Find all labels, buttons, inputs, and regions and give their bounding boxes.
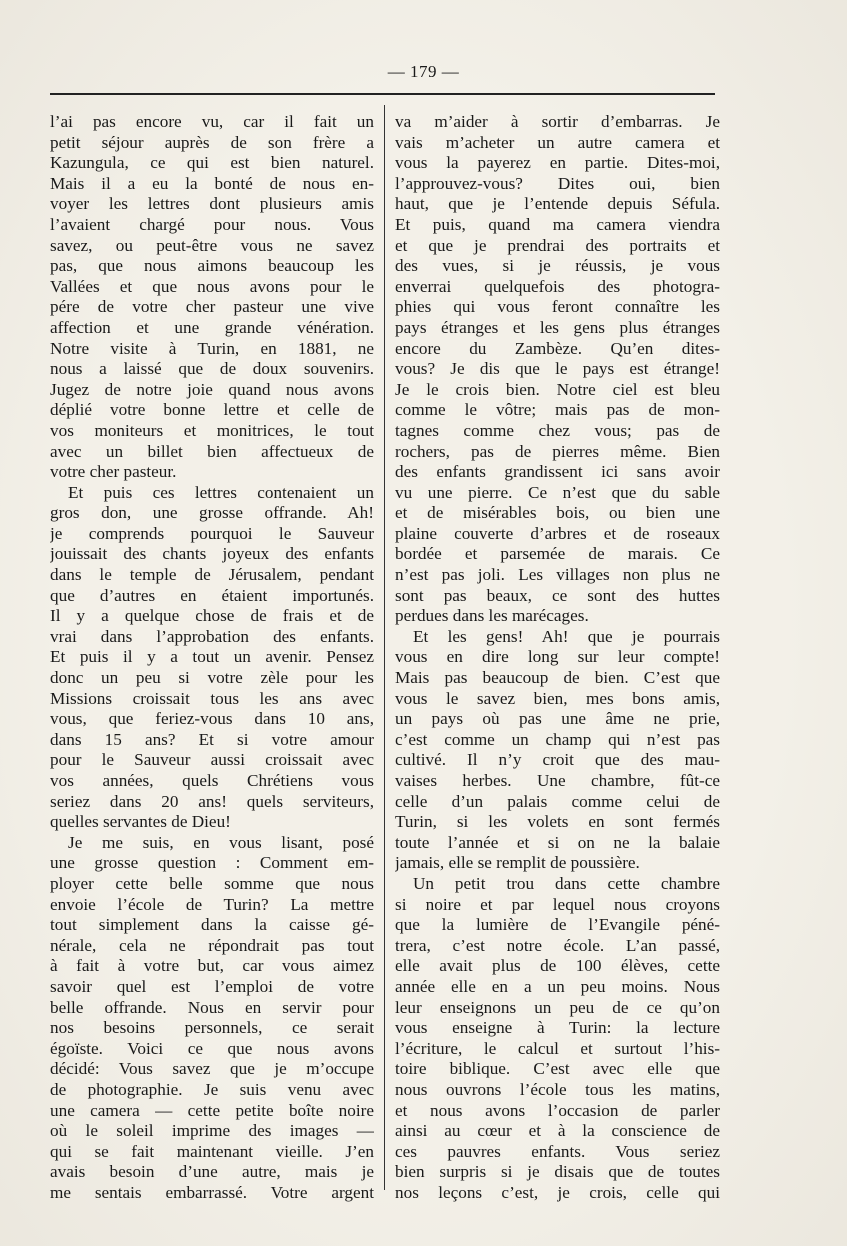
- text-line: affection et une grande vénération.: [50, 317, 374, 337]
- text-line: Vallées et que nous avons pour le: [50, 276, 374, 296]
- text-line: cultivé. Il n’y croit que des mau-: [395, 750, 720, 770]
- text-line: si noire et par lequel nous croyons: [395, 894, 720, 914]
- text-line: petit séjour auprès de son frère a: [50, 132, 374, 152]
- text-line: Notre visite à Turin, en 1881, ne: [50, 338, 374, 358]
- right-column: [395, 112, 720, 1203]
- text-line: va m’aider à sortir d’embarras. Je: [395, 112, 720, 131]
- text-line: nérale, cela ne répondrait pas tout: [50, 935, 374, 955]
- header-rule: [50, 93, 715, 95]
- text-line: l’écriture, le calcul et surtout l’his-: [395, 1038, 720, 1058]
- text-line: bordée et parsemée de marais. Ce: [395, 544, 720, 564]
- text-line: vu une pierre. Ce n’est que du sable: [395, 482, 720, 502]
- text-line: déplié votre bonne lettre et celle de: [50, 400, 374, 420]
- text-line: celle d’un palais comme celui de: [395, 791, 720, 811]
- text-line: une camera — cette petite boîte noire: [50, 1100, 374, 1120]
- text-line: Missions croissait tous les ans avec: [50, 688, 374, 708]
- text-line: l’avaient chargé pour nous. Vous: [50, 214, 374, 234]
- text-line: et nous avons l’occasion de parler: [395, 1100, 720, 1120]
- text-line: dans le temple de Jérusalem, pendant: [50, 565, 374, 585]
- text-line: et de misérables bois, ou bien une: [395, 503, 720, 523]
- text-line: que d’autres en étaient importunés.: [50, 585, 374, 605]
- text-line: toute l’année et si on ne la balaie: [395, 832, 720, 852]
- text-line: avec un billet bien affectueux de: [50, 441, 374, 461]
- text-line: dans 15 ans? Et si votre amour: [50, 729, 374, 749]
- text-line: ainsi au cœur et à la conscience de: [395, 1121, 720, 1141]
- text-line: nous ouvrons l’école tous les matins,: [395, 1079, 720, 1099]
- text-line: vais m’acheter un autre camera et: [395, 132, 720, 152]
- text-line: de photographie. Je suis venu avec: [50, 1079, 374, 1099]
- text-line: perdues dans les marécages.: [395, 606, 589, 626]
- text-line: vous en dire long sur leur compte!: [395, 647, 720, 667]
- text-line: voyer les lettres dont plusieurs amis: [50, 194, 374, 214]
- text-line: année elle en a un peu moins. Nous: [395, 976, 720, 996]
- text-line: tout simplement dans la caisse gé-: [50, 915, 374, 935]
- text-line: Jugez de notre joie quand nous avons: [50, 379, 374, 399]
- text-line: n’est pas joli. Les villages non plus ne: [395, 565, 720, 585]
- text-line: pays étranges et les gens plus étranges: [395, 317, 720, 337]
- text-line: ces pauvres enfants. Vous seriez: [395, 1141, 720, 1161]
- text-line: Et les gens! Ah! que je pourrais: [413, 626, 720, 646]
- text-line: enverrai quelquefois des photogra-: [395, 276, 720, 296]
- text-line: leur enseignons un peu de ce qu’on: [395, 997, 720, 1017]
- text-line: vos années, quels Chrétiens vous: [50, 771, 374, 790]
- text-line: Il y a quelque chose de frais et de: [50, 606, 374, 626]
- text-line: Je me suis, en vous lisant, posé: [68, 832, 374, 852]
- text-line: à fait à votre but, car vous aimez: [50, 956, 374, 976]
- text-line: belle offrande. Nous en servir pour: [50, 997, 374, 1017]
- text-line: encore du Zambèze. Qu’en dites-: [395, 338, 720, 358]
- text-line: nous a laissé que de doux souvenirs.: [50, 359, 374, 379]
- text-line: vous la payerez en partie. Dites-moi,: [395, 153, 720, 173]
- page-number: — 179 —: [387, 62, 460, 81]
- text-line: qui se fait maintenant vieille. J’en: [50, 1141, 374, 1161]
- text-line: comme le vôtre; mais pas de mon-: [395, 400, 720, 420]
- text-line: vos moniteurs et monitrices, le tout: [50, 420, 374, 440]
- text-line: où le soleil imprime des images —: [50, 1121, 374, 1141]
- text-line: avais besoin d’une autre, mais je: [50, 1162, 374, 1182]
- text-line: un pays où pas une âme ne prie,: [395, 709, 720, 729]
- column-divider: [384, 105, 385, 1190]
- text-line: une grosse question : Comment em-: [50, 853, 374, 873]
- text-line: nos besoins personnels, ce serait: [50, 1018, 374, 1038]
- text-line: jamais, elle se remplit de poussière.: [395, 853, 640, 873]
- text-line: Kazungula, ce qui est bien naturel.: [50, 153, 374, 173]
- text-line: savoir quel est l’emploi de votre: [50, 976, 374, 996]
- text-line: égoïste. Voici ce que nous avons: [50, 1038, 374, 1058]
- text-line: quelles servantes de Dieu!: [50, 812, 231, 832]
- text-line: vous enseigne à Turin: la lecture: [395, 1018, 720, 1038]
- text-line: bien surpris si je disais que de toutes: [395, 1162, 720, 1182]
- text-line: nos leçons c’est, je crois, celle qui: [395, 1182, 720, 1202]
- text-line: Et puis, quand ma camera viendra: [395, 214, 720, 234]
- text-line: savez, ou peut-être vous ne savez: [50, 235, 374, 255]
- text-line: vrai dans l’approbation des enfants.: [50, 626, 374, 646]
- text-line: plaine couverte d’arbres et de roseaux: [395, 523, 720, 543]
- left-column: [50, 112, 374, 1203]
- text-line: trera, c’est notre école. L’an passé,: [395, 935, 720, 955]
- text-line: vous le savez bien, mes bons amis,: [395, 688, 720, 708]
- text-line: que la lumière de l’Evangile péné-: [395, 915, 720, 935]
- text-line: tagnes comme chez vous; pas de: [395, 420, 720, 440]
- text-line: je comprends pourquoi le Sauveur: [50, 523, 374, 543]
- text-line: ployer cette belle somme que nous: [50, 873, 374, 893]
- text-line: votre cher pasteur.: [50, 462, 177, 482]
- text-line: rochers, pas de pierres même. Bien: [395, 441, 720, 461]
- text-line: haut, que je l’entende depuis Séfula.: [395, 194, 720, 214]
- text-line: Mais il a eu la bonté de nous en-: [50, 173, 374, 193]
- text-line: me sentais embarrassé. Votre argent: [50, 1182, 374, 1202]
- text-line: des vues, si je réussis, je vous: [395, 256, 720, 276]
- text-line: vaises herbes. Une chambre, fût-ce: [395, 771, 720, 790]
- text-line: l’ai pas encore vu, car il fait un: [50, 112, 374, 131]
- text-line: pas, que nous aimons beaucoup les: [50, 256, 374, 276]
- text-line: pére de votre cher pasteur une vive: [50, 297, 374, 317]
- text-line: des enfants grandissent ici sans avoir: [395, 462, 720, 482]
- text-line: Et puis ces lettres contenaient un: [68, 482, 374, 502]
- text-line: elle avait plus de 100 élèves, cette: [395, 956, 720, 976]
- text-line: l’approuvez-vous? Dites oui, bien: [395, 173, 720, 193]
- text-line: Un petit trou dans cette chambre: [413, 873, 720, 893]
- text-line: décidé: Vous savez que je m’occupe: [50, 1059, 374, 1079]
- text-line: donc un peu si votre zèle pour les: [50, 668, 374, 688]
- text-line: toire biblique. C’est avec elle que: [395, 1059, 720, 1079]
- text-line: phies qui vous feront connaître les: [395, 297, 720, 317]
- text-line: Je le crois bien. Notre ciel est bleu: [395, 379, 720, 399]
- text-line: vous? Je dis que le pays est étrange!: [395, 359, 720, 379]
- text-line: sont pas beaux, ce sont des huttes: [395, 585, 720, 605]
- text-line: envoie l’école de Turin? La mettre: [50, 894, 374, 914]
- text-line: Mais pas beaucoup de bien. C’est que: [395, 668, 720, 688]
- text-line: Turin, si les volets en sont fermés: [395, 812, 720, 832]
- text-line: seriez dans 20 ans! quels serviteurs,: [50, 791, 374, 811]
- text-line: jouissait des chants joyeux des enfants: [50, 544, 374, 564]
- text-line: et que je prendrai des portraits et: [395, 235, 720, 255]
- text-line: c’est comme un champ qui n’est pas: [395, 729, 720, 749]
- text-line: pour le Sauveur aussi croissait avec: [50, 750, 374, 770]
- text-line: vous, que feriez-vous dans 10 ans,: [50, 709, 374, 729]
- text-line: gros don, une grosse offrande. Ah!: [50, 503, 374, 523]
- text-line: Et puis il y a tout un avenir. Pensez: [50, 647, 374, 667]
